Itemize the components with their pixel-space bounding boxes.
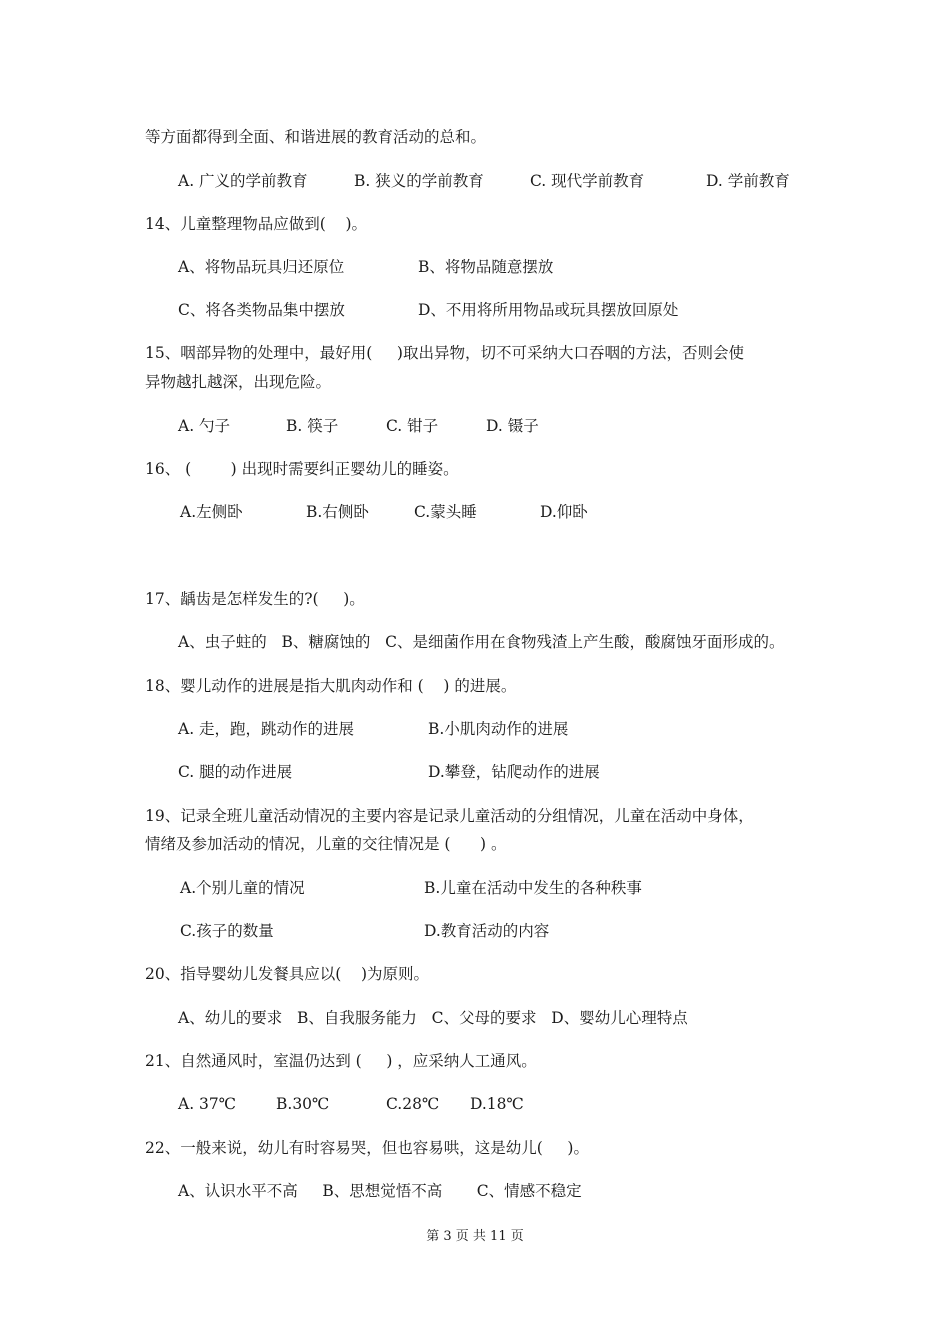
q17-stem: 17、龋齿是怎样发生的?( )。 [145, 590, 365, 608]
q15-option-a: A. 勺子 [178, 417, 231, 435]
q16-stem: 16、 ( ) 出现时需要纠正婴幼儿的睡姿。 [145, 460, 459, 478]
q16-option-b: B.右侧卧 [306, 503, 369, 521]
q15-option-c: C. 钳子 [386, 417, 439, 435]
q19-option-c: C.孩子的数量 [180, 922, 274, 940]
q17-options: A、虫子蛀的 B、糖腐蚀的 C、是细菌作用在食物残渣上产生酸，酸腐蚀牙面形成的。 [178, 633, 785, 651]
q13-option-b: B. 狭义的学前教育 [354, 172, 484, 190]
q19-stem-line1: 19、记录全班儿童活动情况的主要内容是记录儿童活动的分组情况，儿童在活动中身体， [145, 807, 754, 825]
q19-stem-line2: 情绪及参加活动的情况，儿童的交往情况是 ( ) 。 [145, 835, 507, 853]
q18-option-b: B.小肌肉动作的进展 [428, 720, 569, 738]
q20-stem: 20、指导婴幼儿发餐具应以( )为原则。 [145, 965, 430, 983]
q14-option-a: A、将物品玩具归还原位 [178, 258, 345, 276]
q18-option-c: C. 腿的动作进展 [178, 763, 293, 781]
q22-stem: 22、一般来说，幼儿有时容易哭，但也容易哄，这是幼儿( )。 [145, 1139, 589, 1157]
q21-option-b: B.30℃ [276, 1095, 330, 1113]
q14-option-c: C、将各类物品集中摆放 [178, 301, 345, 319]
q20-options: A、幼儿的要求 B、自我服务能力 C、父母的要求 D、婴幼儿心理特点 [178, 1009, 688, 1027]
q21-stem: 21、自然通风时，室温仍达到 ( ) ，应采纳人工通风。 [145, 1052, 537, 1070]
q13-option-d: D. 学前教育 [706, 172, 790, 190]
q15-option-d: D. 镊子 [486, 417, 539, 435]
q15-stem-line1: 15、咽部异物的处理中，最好用( )取出异物，切不可采纳大口吞咽的方法，否则会使 [145, 344, 744, 362]
q16-option-a: A.左侧卧 [180, 503, 243, 521]
q21-option-d: D.18℃ [470, 1095, 524, 1113]
q18-option-d: D.攀登，钻爬动作的进展 [428, 763, 600, 781]
q14-option-b: B、将物品随意摆放 [418, 258, 554, 276]
q22-options: A、认识水平不高 B、思想觉悟不高 C、情感不稳定 [178, 1182, 582, 1200]
q18-stem: 18、婴儿动作的进展是指大肌肉动作和 ( ) 的进展。 [145, 677, 517, 695]
q13-option-a: A. 广义的学前教育 [178, 172, 308, 190]
q21-option-a: A. 37℃ [178, 1095, 237, 1113]
q19-option-a: A.个别儿童的情况 [180, 879, 305, 897]
page-number-footer: 第 3 页 共 11 页 [426, 1229, 524, 1244]
q19-option-d: D.教育活动的内容 [424, 922, 550, 940]
q15-stem-line2: 异物越扎越深，出现危险。 [145, 373, 332, 391]
q14-stem: 14、儿童整理物品应做到( )。 [145, 215, 368, 233]
q16-option-c: C.蒙头睡 [414, 503, 477, 521]
q14-option-d: D、不用将所用物品或玩具摆放回原处 [418, 301, 679, 319]
question-carryover-text: 等方面都得到全面、和谐进展的教育活动的总和。 [145, 128, 487, 146]
q15-option-b: B. 筷子 [286, 417, 339, 435]
q19-option-b: B.儿童在活动中发生的各种秩事 [424, 879, 642, 897]
q16-option-d: D.仰卧 [540, 503, 588, 521]
q18-option-a: A. 走，跑，跳动作的进展 [178, 720, 355, 738]
q13-option-c: C. 现代学前教育 [530, 172, 645, 190]
q21-option-c: C.28℃ [386, 1095, 440, 1113]
